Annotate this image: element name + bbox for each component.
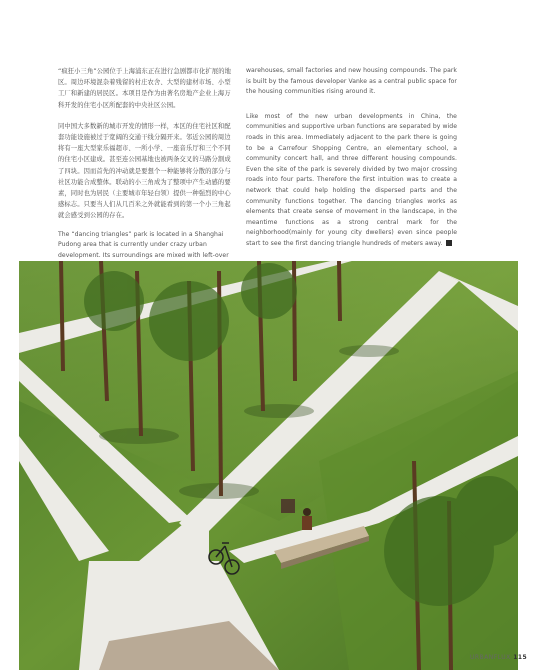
- english-paragraph: warehouses, small factories and new housing compounds. The park is built by the famous developer Vanke as a central public space for the housing communities rising around it.: [246, 67, 457, 96]
- english-paragraph: [246, 112, 457, 250]
- chinese-paragraph: “疯狂小三角”公园位于上海浦东正在进行急剧都市化扩展的地区。周边环境混杂着残留的村庄农舍、大型的建材市场、小型工厂和新建的居民区。本项目是作为由著名房地产企业上海万科开发的住宅小区所配套的中央社区公园。: [58, 68, 232, 109]
- page-number: 115: [513, 654, 528, 661]
- page-footer: [470, 654, 527, 661]
- end-mark-icon: [446, 240, 452, 246]
- english-paragraph-text: Like most of the new urban developments in China, the communities and supportive urban functions are separated by wide roads in this area. Immediately adjacent to the park there is going to be a Carrefour Shopping Centre, an elementary school, a community concert hall, and three different housing compounds. Even the site of the park is severely divided by two major crossing roads into four parts. Therefore the first intuition was to create a network that could help holding the dispersed parts and the community functions together. The dancing triangles works as elements that create sense of movement in the landscape, in the meantime functions as a strong central mark for the neighborhood(mainly for young city dwellers) even since people start to see the first dancing triangle hundreds of meters away.: [246, 112, 457, 247]
- chinese-paragraph: 同中国大多数新的城市开发的情形一样，本区的住宅社区和配套功能设施被过于宽阔的交通干线分隔开来。邻近公园的周边将有一座大型家乐福超市、一所小学、一座音乐厅和三个不同的住宅小区建成。甚至连公园基地也被两条交叉的马路分割成了四块。因而首先的冲动就是要想个一种能够将分散的部分与社区功能合成整体。联动的小三角成为了整项中产生动感的要素，同时也为居民（主要城市年轻白领）提供一种强烈的中心感标志。只要当人们从几百米之外就能看到的第一个小三角起就会感受到公园的存在。: [58, 122, 231, 220]
- magazine-name: URBANFLUX: [470, 654, 511, 661]
- park-photo-illustration: [19, 261, 518, 670]
- park-photo: [19, 261, 518, 670]
- english-paragraph: The “dancing triangles” park is located in a Shanghai Pudong area that is currently under crazy urban development. Its surroundings are mixed with left-over: [58, 230, 229, 259]
- left-text-column: [58, 66, 235, 282]
- right-text-column: [246, 66, 457, 260]
